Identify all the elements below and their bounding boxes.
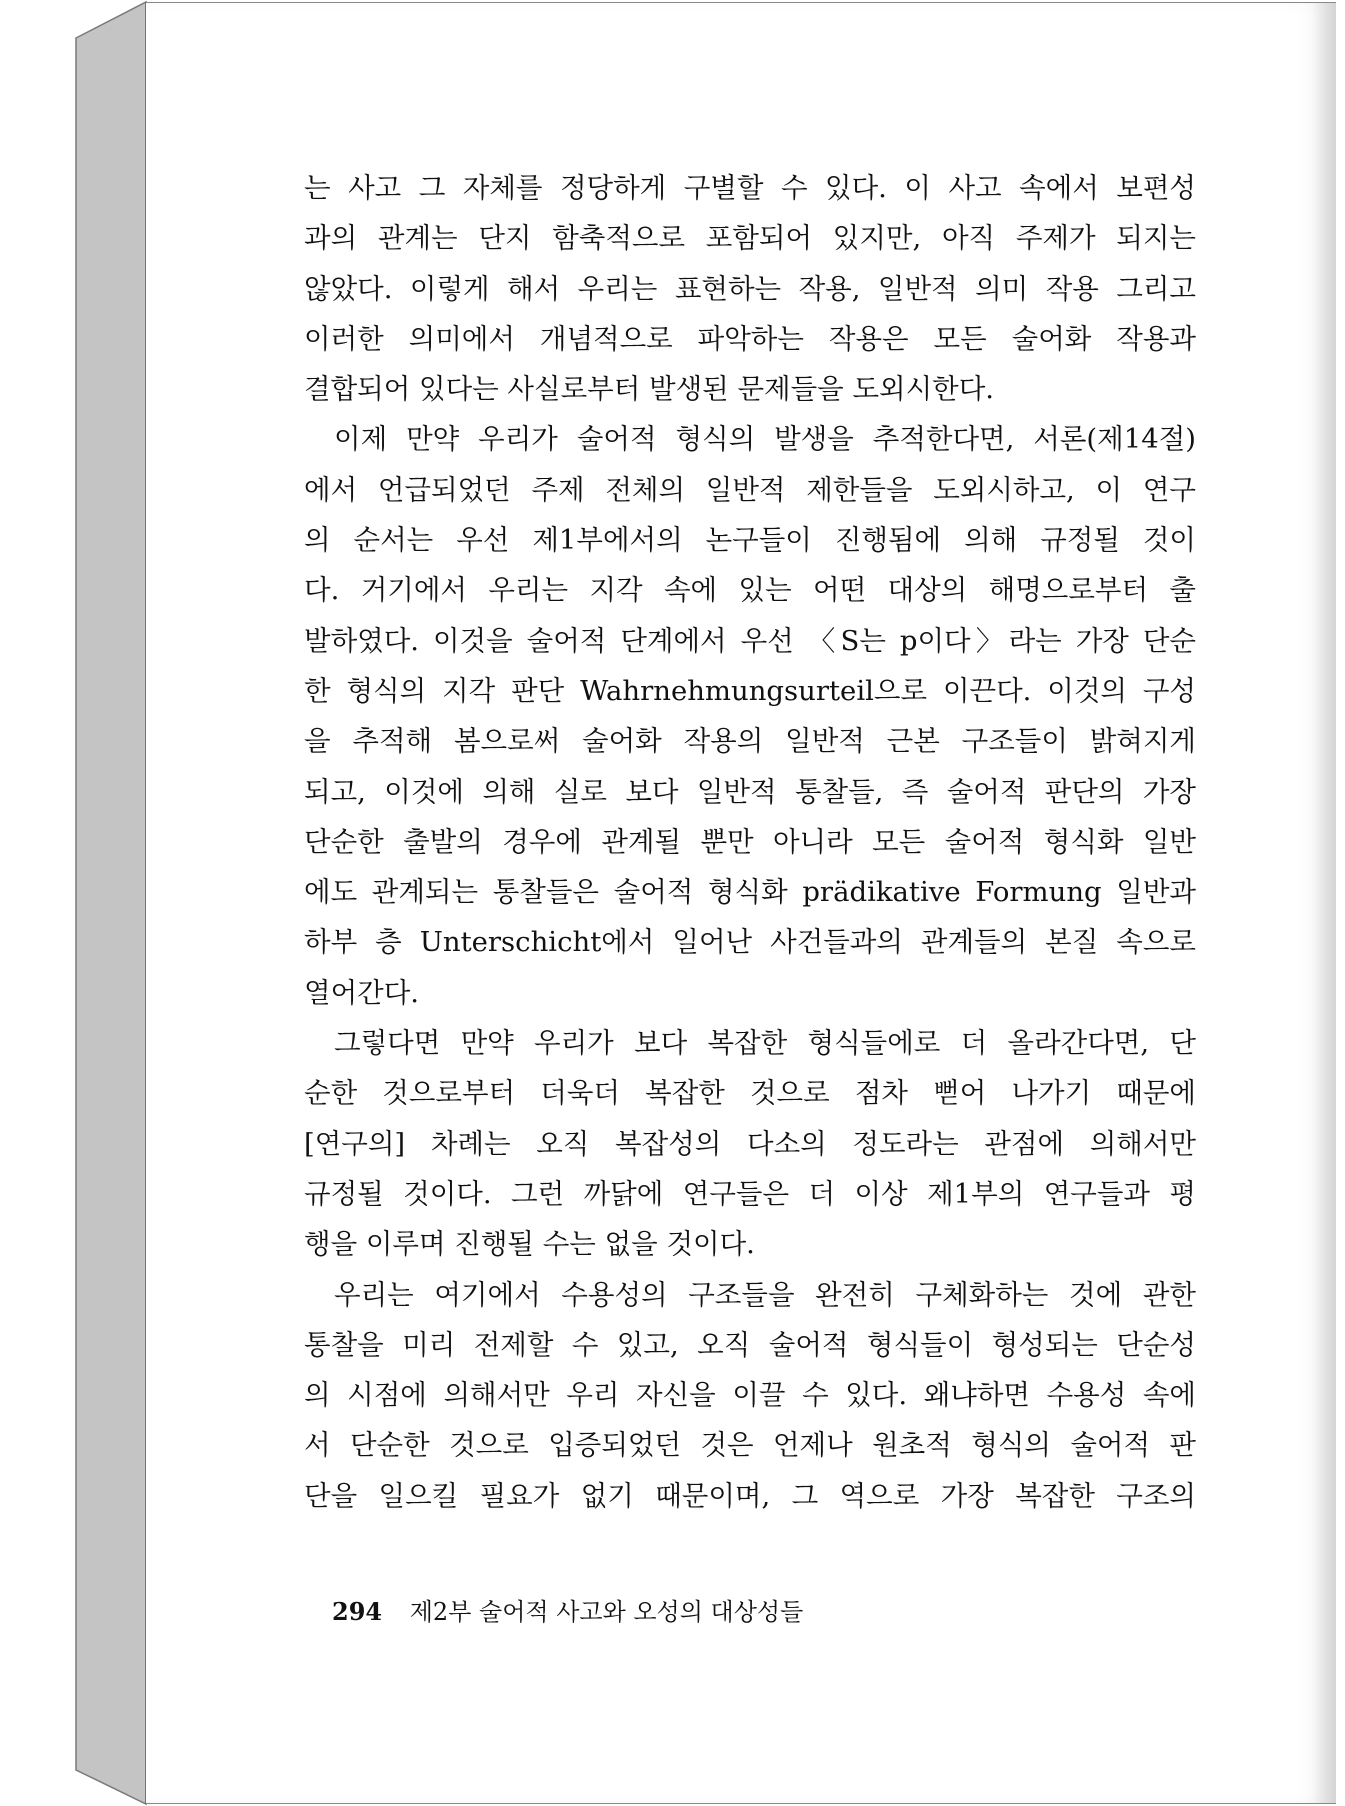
text-line: [연구의] 차례는 오직 복잡성의 다소의 정도라는 관점에 의해서만: [304, 1127, 1196, 1160]
text-line: 과의 관계는 단지 함축적으로 포함되어 있지만, 아직 주제가 되지는: [304, 222, 1196, 255]
text-line: 의 시점에 의해서만 우리 자신을 이끌 수 있다. 왜냐하면 수용성 속에: [304, 1379, 1196, 1412]
text-line: 되고, 이것에 의해 실로 보다 일반적 통찰들, 즉 술어적 판단의 가장: [304, 775, 1196, 808]
text-line: 규정될 것이다. 그런 까닭에 연구들은 더 이상 제1부의 연구들과 평: [304, 1177, 1196, 1210]
text-line: 이제 만약 우리가 술어적 형식의 발생을 추적한다면, 서론(제14절): [334, 423, 1196, 456]
running-head: 제2부 술어적 사고와 오성의 대상성들: [409, 1598, 804, 1626]
text-line: 단을 일으킬 필요가 없기 때문이며, 그 역으로 가장 복잡한 구조의: [304, 1479, 1196, 1512]
text-line: 하부 층 Unterschicht에서 일어난 사건들과의 관계들의 본질 속으로: [304, 926, 1196, 959]
page-footer: [332, 1592, 803, 1627]
text-line: 단순한 출발의 경우에 관계될 뿐만 아니라 모든 술어적 형식화 일반: [304, 825, 1196, 858]
text-line: 순한 것으로부터 더욱더 복잡한 것으로 점차 뻗어 나가기 때문에: [304, 1077, 1196, 1110]
text-line: 않았다. 이렇게 해서 우리는 표현하는 작용, 일반적 의미 작용 그리고: [304, 272, 1196, 305]
text-line: 을 추적해 봄으로써 술어화 작용의 일반적 근본 구조들이 밝혀지게: [304, 725, 1196, 758]
body-text: [304, 163, 1196, 1521]
text-line: 의 순서는 우선 제1부에서의 논구들이 진행됨에 의해 규정될 것이: [304, 524, 1196, 557]
text-line: 에도 관계되는 통찰들은 술어적 형식화 prädikative Formung 일반과: [304, 876, 1196, 909]
text-line: 발하였다. 이것을 술어적 단계에서 우선 〈S는 p이다〉라는 가장 단순: [304, 624, 1196, 657]
text-line: 우리는 여기에서 수용성의 구조들을 완전히 구체화하는 것에 관한: [334, 1278, 1196, 1311]
text-line: 결합되어 있다는 사실로부터 발생된 문제들을 도외시한다.: [304, 373, 995, 406]
text-line: 열어간다.: [304, 976, 420, 1009]
text-line: 통찰을 미리 전제할 수 있고, 오직 술어적 형식들이 형성되는 단순성: [304, 1328, 1196, 1361]
text-line: 다. 거기에서 우리는 지각 속에 있는 어떤 대상의 해명으로부터 출: [304, 574, 1196, 607]
page-edge-shadow: [1312, 3, 1336, 1803]
text-line: 한 형식의 지각 판단 Wahrnehmungsurteil으로 이끈다. 이것의 구성: [304, 674, 1196, 707]
text-line: 그렇다면 만약 우리가 보다 복잡한 형식들에로 더 올라간다면, 단: [334, 1027, 1196, 1060]
page-number: 294: [332, 1597, 383, 1626]
text-line: 에서 언급되었던 주제 전체의 일반적 제한들을 도외시하고, 이 연구: [304, 473, 1196, 506]
text-line: 서 단순한 것으로 입증되었던 것은 언제나 원초적 형식의 술어적 판: [304, 1429, 1196, 1462]
text-line: 이러한 의미에서 개념적으로 파악하는 작용은 모든 술어화 작용과: [304, 322, 1196, 355]
text-line: 행을 이루며 진행될 수는 없을 것이다.: [304, 1228, 755, 1261]
book-page: [146, 2, 1336, 1804]
text-line: 는 사고 그 자체를 정당하게 구별할 수 있다. 이 사고 속에서 보편성: [304, 172, 1196, 204]
